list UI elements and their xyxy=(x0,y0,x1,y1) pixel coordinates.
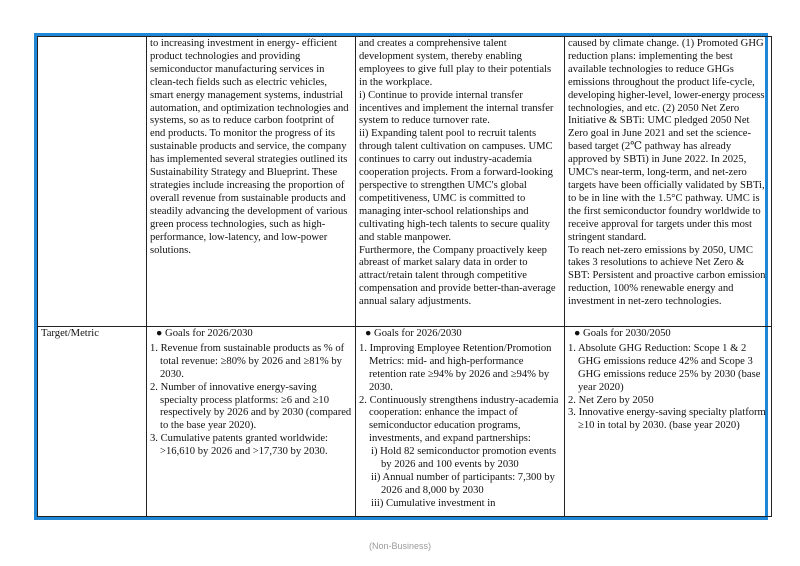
goal-subitem: ii) Annual number of participants: 7,300 by 2026 and 8,000 by 2030 xyxy=(371,471,555,496)
product-strategy-text: to increasing investment in energy- efficient product technologies and providing semiconductor manufacturing services in clean-tech fields such as electric vehicles, smart energy management systems, industrial automation, and optimization technologies and systems, so as to reduce carbon footprint of end products. To monitor the progress of its sustainable products and service, the company has implemented several strategies outlined its Sustainability Strategy and Blueprint. These strategies include increasing the proportion of overall revenue from sustainable products and steadily advancing the development of various green process technologies, such as high-performance, low-latency, and low-power solutions. xyxy=(150,38,349,256)
goal-list xyxy=(359,343,561,446)
talent-strategy-cell xyxy=(356,37,565,327)
goal-item: 1. Revenue from sustainable products as % of total revenue: ≥80% by 2026 and ≥81% by 2030. xyxy=(150,342,345,380)
goal-heading: ● Goals for 2030/2050 xyxy=(574,328,671,339)
goal-item: 2. Net Zero by 2050 xyxy=(568,394,654,406)
talent-paragraph: ii) Expanding talent pool to recruit talents through talent cultivation on campuses. UMC continues to carry out industry-academia cooperation projects. From a forward-looking perspective to strengthen UMC's global competitiveness, UMC is committed to managing inter-school relationships and cultivating high-tech talents to secure quality and stable manpower. xyxy=(359,128,553,243)
goal-subitem: i) Hold 82 semiconductor promotion events by 2026 and 100 events by 2030 xyxy=(371,446,557,471)
talent-paragraph: and creates a comprehensive talent development system, thereby enabling employees to give full play to their potentials in the workplace. xyxy=(359,38,552,88)
talent-goals-cell xyxy=(356,327,565,517)
goal-sublist xyxy=(359,446,561,511)
goal-item: 3. Cumulative patents granted worldwide: >16,610 by 2026 and >17,730 by 2030. xyxy=(150,433,328,458)
talent-paragraph: i) Continue to provide internal transfer incentives and implement the internal transfer system to reduce turnover rate. xyxy=(359,89,554,127)
climate-paragraph: To reach net-zero emissions by 2050, UMC takes 3 resolutions to achieve Net Zero & SBT: Persistent and proactive carbon emission reduction, 100% renewable energy and investment in net-zero technologies. xyxy=(568,244,766,308)
goal-list xyxy=(150,343,352,459)
talent-paragraph: Furthermore, the Company proactively keep abreast of market salary data in order to attract/retain talent through competitive compensation and provide better-than-average annual salary adjustments. xyxy=(359,244,556,308)
goal-item: 1. Absolute GHG Reduction: Scope 1 & 2 GHG emissions reduce 42% and Scope 3 GHG emissions reduce 25% by 2030 (base year 2020) xyxy=(568,342,761,393)
climate-strategy-cell xyxy=(565,37,772,327)
table-row xyxy=(38,327,772,517)
target-metric-label: Target/Metric xyxy=(38,327,147,517)
climate-paragraph: caused by climate change. (1) Promoted GHG reduction plans: implementing the best available technologies to reduce GHGs emissions throughout the product life-cycle, developing higher-level, lower-energy process technologies, and etc. (2) 2050 Net Zero Initiative & SBTi: UMC pledged 2050 Net Zero goal in June 2021 and set the science-based target (2℃ pathway has already approved by SBTi) in June 2022. In 2025, UMC's near-term, long-term, and net-zero targets have been officially validated by SBTi, to be in line with the 1.5°C pathway. UMC is the first semiconductor foundry worldwide to receive approval for targets under this most stringent standard. xyxy=(568,38,765,243)
goal-item: 2. Number of innovative energy-saving specialty process platforms: ≥6 and ≥10 respectively by 2026 and by 2030 (compared to the base year 2020). xyxy=(150,381,352,432)
goal-item: 1. Improving Employee Retention/Promotion Metrics: mid- and high-performance retention rate ≥94% by 2026 and ≥94% by 2030. xyxy=(359,342,552,393)
goal-subitem: iii) Cumulative investment in xyxy=(371,497,496,509)
table-row xyxy=(38,37,772,327)
table-frame xyxy=(34,33,768,520)
sustainability-table xyxy=(37,36,772,517)
product-goals-cell xyxy=(147,327,356,517)
row-label-cell xyxy=(38,37,147,327)
climate-goals-cell xyxy=(565,327,772,517)
goal-heading: ● Goals for 2026/2030 xyxy=(156,328,253,339)
goal-heading: ● Goals for 2026/2030 xyxy=(365,328,462,339)
product-strategy-cell xyxy=(147,37,356,327)
classification-footer: (Non-Business) xyxy=(368,541,432,551)
goal-list xyxy=(568,343,768,433)
goal-item: 3. Innovative energy-saving specialty platform ≥10 in total by 2030. (base year 2020) xyxy=(568,407,766,432)
goal-item: 2. Continuously strengthens industry-academia cooperation: enhance the impact of semiconductor education programs, investments, and expand partnerships: xyxy=(359,394,559,445)
